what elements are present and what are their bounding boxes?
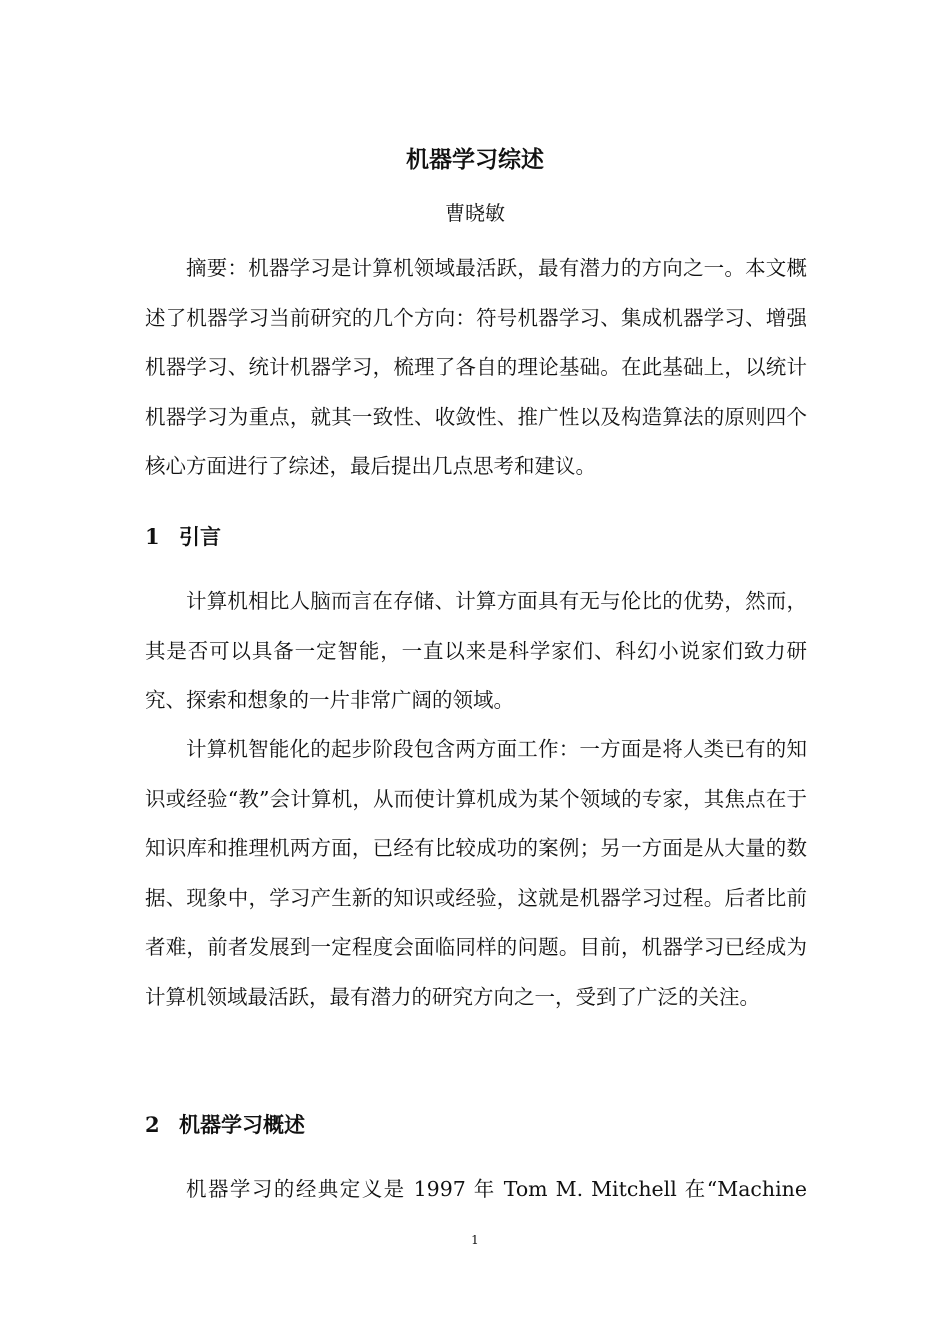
document-author: 曹晓敏 [445,201,505,225]
page-number: 1 [471,1233,479,1247]
section-heading-2 [145,1108,305,1142]
section-1-paragraph-2: 计算机智能化的起步阶段包含两方面工作：一方面是将人类已有的知识或经验“教”会计算机，从而使计算机成为某个领域的专家，其焦点在于知识库和推理机两方面，已经有比较成功的案例；另一方面是从大量的数据、现象中，学习产生新的知识或经验，这就是机器学习过程。后者比前者难，前者发展到一定程度会面临同样的问题。目前，机器学习已经成为计算机领域最活跃，最有潜力的研究方向之一，受到了广泛的关注。 [145,737,807,1009]
section-1-paragraph-1: 计算机相比人脑而言在存储、计算方面具有无与伦比的优势，然而，其是否可以具备一定智能，一直以来是科学家们、科幻小说家们致力研究、探索和想象的一片非常广阔的领域。 [145,589,807,712]
section-heading-1 [145,520,221,554]
section-number: 1 [145,524,160,549]
abstract-paragraph: 摘要：机器学习是计算机领域最活跃，最有潜力的方向之一。本文概述了机器学习当前研究的几个方向：符号机器学习、集成机器学习、增强机器学习、统计机器学习，梳理了各自的理论基础。在此基础上，以统计机器学习为重点，就其一致性、收敛性、推广性以及构造算法的原则四个核心方面进行了综述，最后提出几点思考和建议。 [145,256,807,478]
document-title: 机器学习综述 [406,146,544,173]
section-title: 引言 [179,524,221,549]
section-number: 2 [145,1112,160,1137]
section-2-paragraph-1: 机器学习的经典定义是 1997 年 Tom M. Mitchell 在“Machine [186,1177,807,1201]
section-title: 机器学习概述 [179,1112,305,1137]
